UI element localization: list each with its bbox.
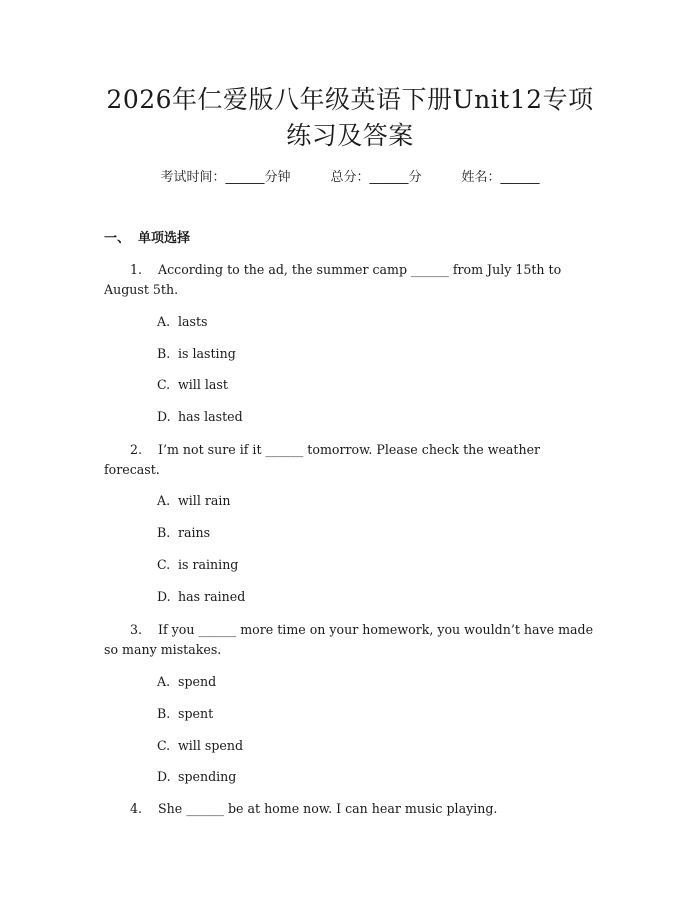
section-heading	[104, 229, 190, 249]
option-text: rains	[178, 525, 211, 540]
option-text: is raining	[178, 557, 239, 572]
option-text: spend	[178, 674, 217, 689]
question-2	[104, 440, 604, 480]
document-title-line-1: 2026年仁爱版八年级英语下册Unit12专项	[106, 85, 594, 114]
option-3a[interactable]: A. spend	[157, 674, 217, 689]
option-3c[interactable]: C. will spend	[157, 738, 244, 753]
question-text: I’m not sure if it ______ tomorrow. Please check the weather	[158, 442, 541, 457]
option-text: will rain	[178, 493, 231, 508]
question-number: 3.	[130, 622, 143, 637]
option-1a[interactable]: A. lasts	[157, 314, 208, 329]
question-number: 1.	[130, 262, 143, 277]
option-1b[interactable]: B. is lasting	[157, 346, 236, 361]
option-2c[interactable]: C. is raining	[157, 557, 239, 572]
option-text: spending	[178, 769, 237, 784]
question-3	[104, 620, 604, 660]
question-text: If you ______ more time on your homework, you wouldn’t have made	[158, 622, 594, 637]
option-text: has rained	[178, 589, 246, 604]
option-text: spent	[178, 706, 214, 721]
question-text: According to the ad, the summer camp ______ from July 15th to	[158, 262, 562, 277]
document-title-line-2: 练习及答案	[286, 121, 414, 150]
exam-meta	[0, 168, 700, 188]
question-text: She ______ be at home now. I can hear music playing.	[158, 801, 498, 816]
exam-score-label: 总分：______分	[330, 170, 422, 185]
option-2a[interactable]: A. will rain	[157, 493, 231, 508]
question-text-continued: forecast.	[104, 462, 160, 477]
option-1c[interactable]: C. will last	[157, 377, 228, 392]
option-text: will spend	[178, 738, 244, 753]
question-number: 4.	[130, 801, 143, 816]
option-text: has lasted	[178, 409, 243, 424]
exam-time-label: 考试时间：______分钟	[160, 170, 291, 185]
section-number: 一、	[104, 231, 131, 246]
option-2b[interactable]: B. rains	[157, 525, 211, 540]
option-text: is lasting	[178, 346, 236, 361]
question-1	[104, 260, 604, 300]
question-number: 2.	[130, 442, 143, 457]
option-3d[interactable]: D. spending	[157, 769, 237, 784]
student-name-label: 姓名：______	[461, 170, 540, 185]
option-text: lasts	[178, 314, 208, 329]
question-4	[104, 799, 604, 819]
question-text-continued: August 5th.	[104, 282, 179, 297]
section-title: 单项选择	[138, 231, 191, 246]
option-text: will last	[178, 377, 228, 392]
option-3b[interactable]: B. spent	[157, 706, 214, 721]
option-2d[interactable]: D. has rained	[157, 589, 246, 604]
question-text-continued: so many mistakes.	[104, 642, 222, 657]
option-1d[interactable]: D. has lasted	[157, 409, 243, 424]
